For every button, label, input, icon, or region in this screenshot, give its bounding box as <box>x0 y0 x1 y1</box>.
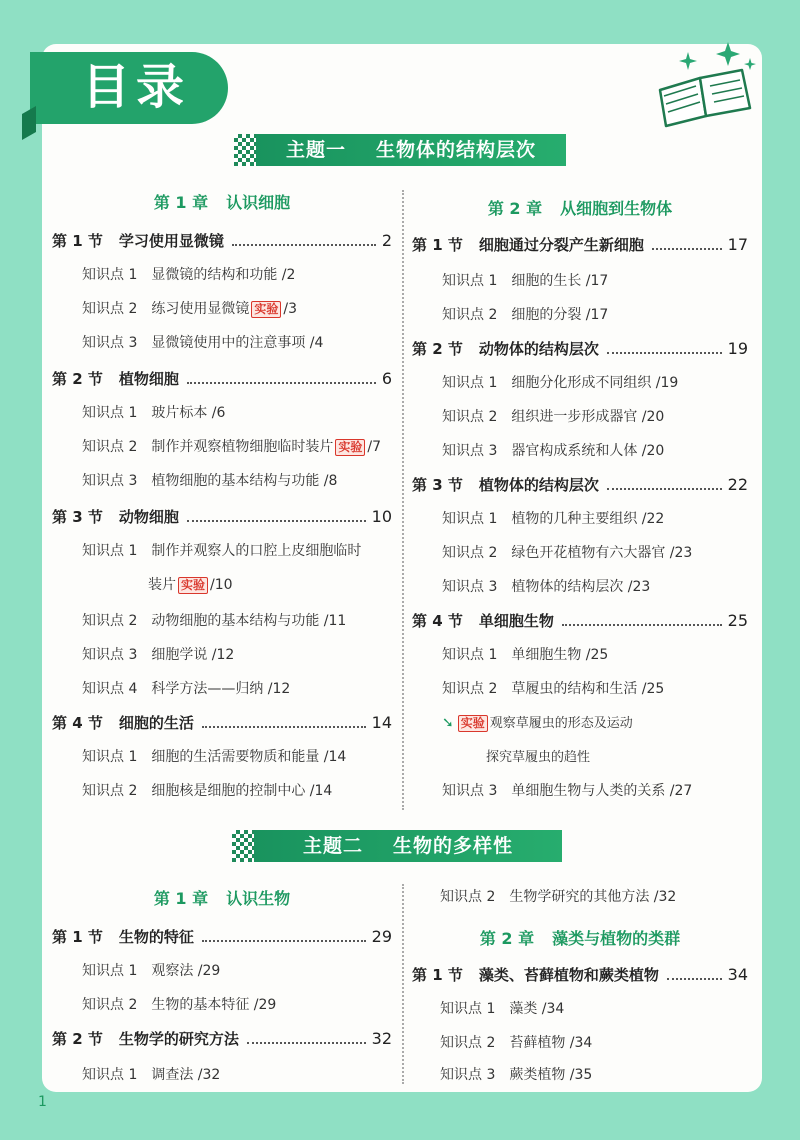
page-number: 1 <box>38 1094 47 1110</box>
knowledge-point[interactable]: 知识点 1 细胞的生活需要物质和能量 /14 <box>82 749 347 765</box>
checker-decoration <box>234 134 258 166</box>
knowledge-point[interactable]: 知识点 4 科学方法——归纳 /12 <box>82 681 291 697</box>
knowledge-point[interactable]: 知识点 1 玻片标本 /6 <box>82 405 226 421</box>
chapter-heading[interactable]: 第 1 章 认识细胞 <box>153 193 291 212</box>
knowledge-point[interactable]: 知识点 2 生物学研究的其他方法 /32 <box>440 889 677 905</box>
section-entry[interactable]: 第 2 节 生物学的研究方法 32 <box>52 1029 392 1048</box>
section-entry[interactable]: 第 3 节 动物细胞 10 <box>52 507 392 526</box>
theme-title: 生物的多样性 <box>393 835 514 857</box>
theme-title: 生物体的结构层次 <box>376 139 537 161</box>
experiment-badge: 实验 <box>458 715 488 732</box>
knowledge-point[interactable]: 知识点 2 动物细胞的基本结构与功能 /11 <box>82 613 347 629</box>
page-title: 目录 <box>82 59 191 115</box>
knowledge-point[interactable]: 知识点 1 制作并观察人的口腔上皮细胞临时 <box>82 543 362 559</box>
knowledge-point[interactable]: 知识点 3 植物细胞的基本结构与功能 /8 <box>82 473 338 489</box>
knowledge-point[interactable]: 知识点 1 显微镜的结构和功能 /2 <box>82 267 296 283</box>
column-divider <box>402 190 404 810</box>
knowledge-point-continued[interactable]: 装片 实验 /10 <box>148 577 233 593</box>
knowledge-point[interactable]: 知识点 2 细胞的分裂 /17 <box>442 307 609 323</box>
experiment-entry-continued[interactable]: 探究草履虫的趋性 <box>486 750 591 765</box>
knowledge-point[interactable]: 知识点 1 观察法 /29 <box>82 963 221 979</box>
knowledge-point[interactable]: 知识点 1 藻类 /34 <box>440 1001 565 1017</box>
section-entry[interactable]: 第 2 节 植物细胞 6 <box>52 369 392 388</box>
experiment-badge: 实验 <box>251 301 281 318</box>
knowledge-point[interactable]: 知识点 1 调查法 /32 <box>82 1067 221 1083</box>
theme-number: 主题二 <box>302 835 363 857</box>
knowledge-point[interactable]: 知识点 2 细胞核是细胞的控制中心 /14 <box>82 783 333 799</box>
section-entry[interactable]: 第 1 节 藻类、苔藓植物和蕨类植物 34 <box>412 965 748 984</box>
knowledge-point[interactable]: 知识点 1 细胞分化形成不同组织 /19 <box>442 375 679 391</box>
section-entry[interactable]: 第 1 节 细胞通过分裂产生新细胞 17 <box>412 235 748 254</box>
knowledge-point[interactable]: 知识点 1 植物的几种主要组织 /22 <box>442 511 665 527</box>
knowledge-point[interactable]: 知识点 1 单细胞生物 /25 <box>442 647 609 663</box>
experiment-entry[interactable]: ➘ 实验 观察草履虫的形态及运动 <box>442 715 633 731</box>
checker-decoration <box>232 830 256 862</box>
column-divider <box>402 884 404 1084</box>
knowledge-point[interactable]: 知识点 2 草履虫的结构和生活 /25 <box>442 681 665 697</box>
knowledge-point[interactable]: 知识点 2 练习使用显微镜 实验 /3 <box>82 301 297 317</box>
knowledge-point[interactable]: 知识点 2 苔藓植物 /34 <box>440 1035 593 1051</box>
knowledge-point[interactable]: 知识点 3 器官构成系统和人体 /20 <box>442 443 665 459</box>
knowledge-point[interactable]: 知识点 2 生物的基本特征 /29 <box>82 997 277 1013</box>
section-entry[interactable]: 第 2 节 动物体的结构层次 19 <box>412 339 748 358</box>
knowledge-point[interactable]: 知识点 3 植物体的结构层次 /23 <box>442 579 651 595</box>
knowledge-point[interactable]: 知识点 3 蕨类植物 /35 <box>440 1067 593 1083</box>
section-entry[interactable]: 第 1 节 学习使用显微镜 2 <box>52 231 392 250</box>
arrow-icon: ➘ <box>442 715 454 731</box>
chapter-heading[interactable]: 第 2 章 从细胞到生物体 <box>487 199 673 218</box>
theme-banner <box>234 134 566 166</box>
section-entry[interactable]: 第 4 节 单细胞生物 25 <box>412 611 748 630</box>
knowledge-point[interactable]: 知识点 2 组织进一步形成器官 /20 <box>442 409 665 425</box>
knowledge-point[interactable]: 知识点 2 绿色开花植物有六大器官 /23 <box>442 545 693 561</box>
knowledge-point[interactable]: 知识点 3 细胞学说 /12 <box>82 647 235 663</box>
theme-banner <box>232 830 562 862</box>
experiment-badge: 实验 <box>178 577 208 594</box>
open-book-icon <box>650 38 762 128</box>
section-entry[interactable]: 第 3 节 植物体的结构层次 22 <box>412 475 748 494</box>
chapter-heading[interactable]: 第 1 章 认识生物 <box>153 889 291 908</box>
chapter-heading[interactable]: 第 2 章 藻类与植物的类群 <box>479 929 681 948</box>
theme-number: 主题一 <box>285 139 346 161</box>
knowledge-point[interactable]: 知识点 3 单细胞生物与人类的关系 /27 <box>442 783 693 799</box>
experiment-badge: 实验 <box>335 439 365 456</box>
section-entry[interactable]: 第 4 节 细胞的生活 14 <box>52 713 392 732</box>
section-entry[interactable]: 第 1 节 生物的特征 29 <box>52 927 392 946</box>
knowledge-point[interactable]: 知识点 1 细胞的生长 /17 <box>442 273 609 289</box>
knowledge-point[interactable]: 知识点 3 显微镜使用中的注意事项 /4 <box>82 335 324 351</box>
knowledge-point[interactable]: 知识点 2 制作并观察植物细胞临时装片 实验 /7 <box>82 439 381 455</box>
